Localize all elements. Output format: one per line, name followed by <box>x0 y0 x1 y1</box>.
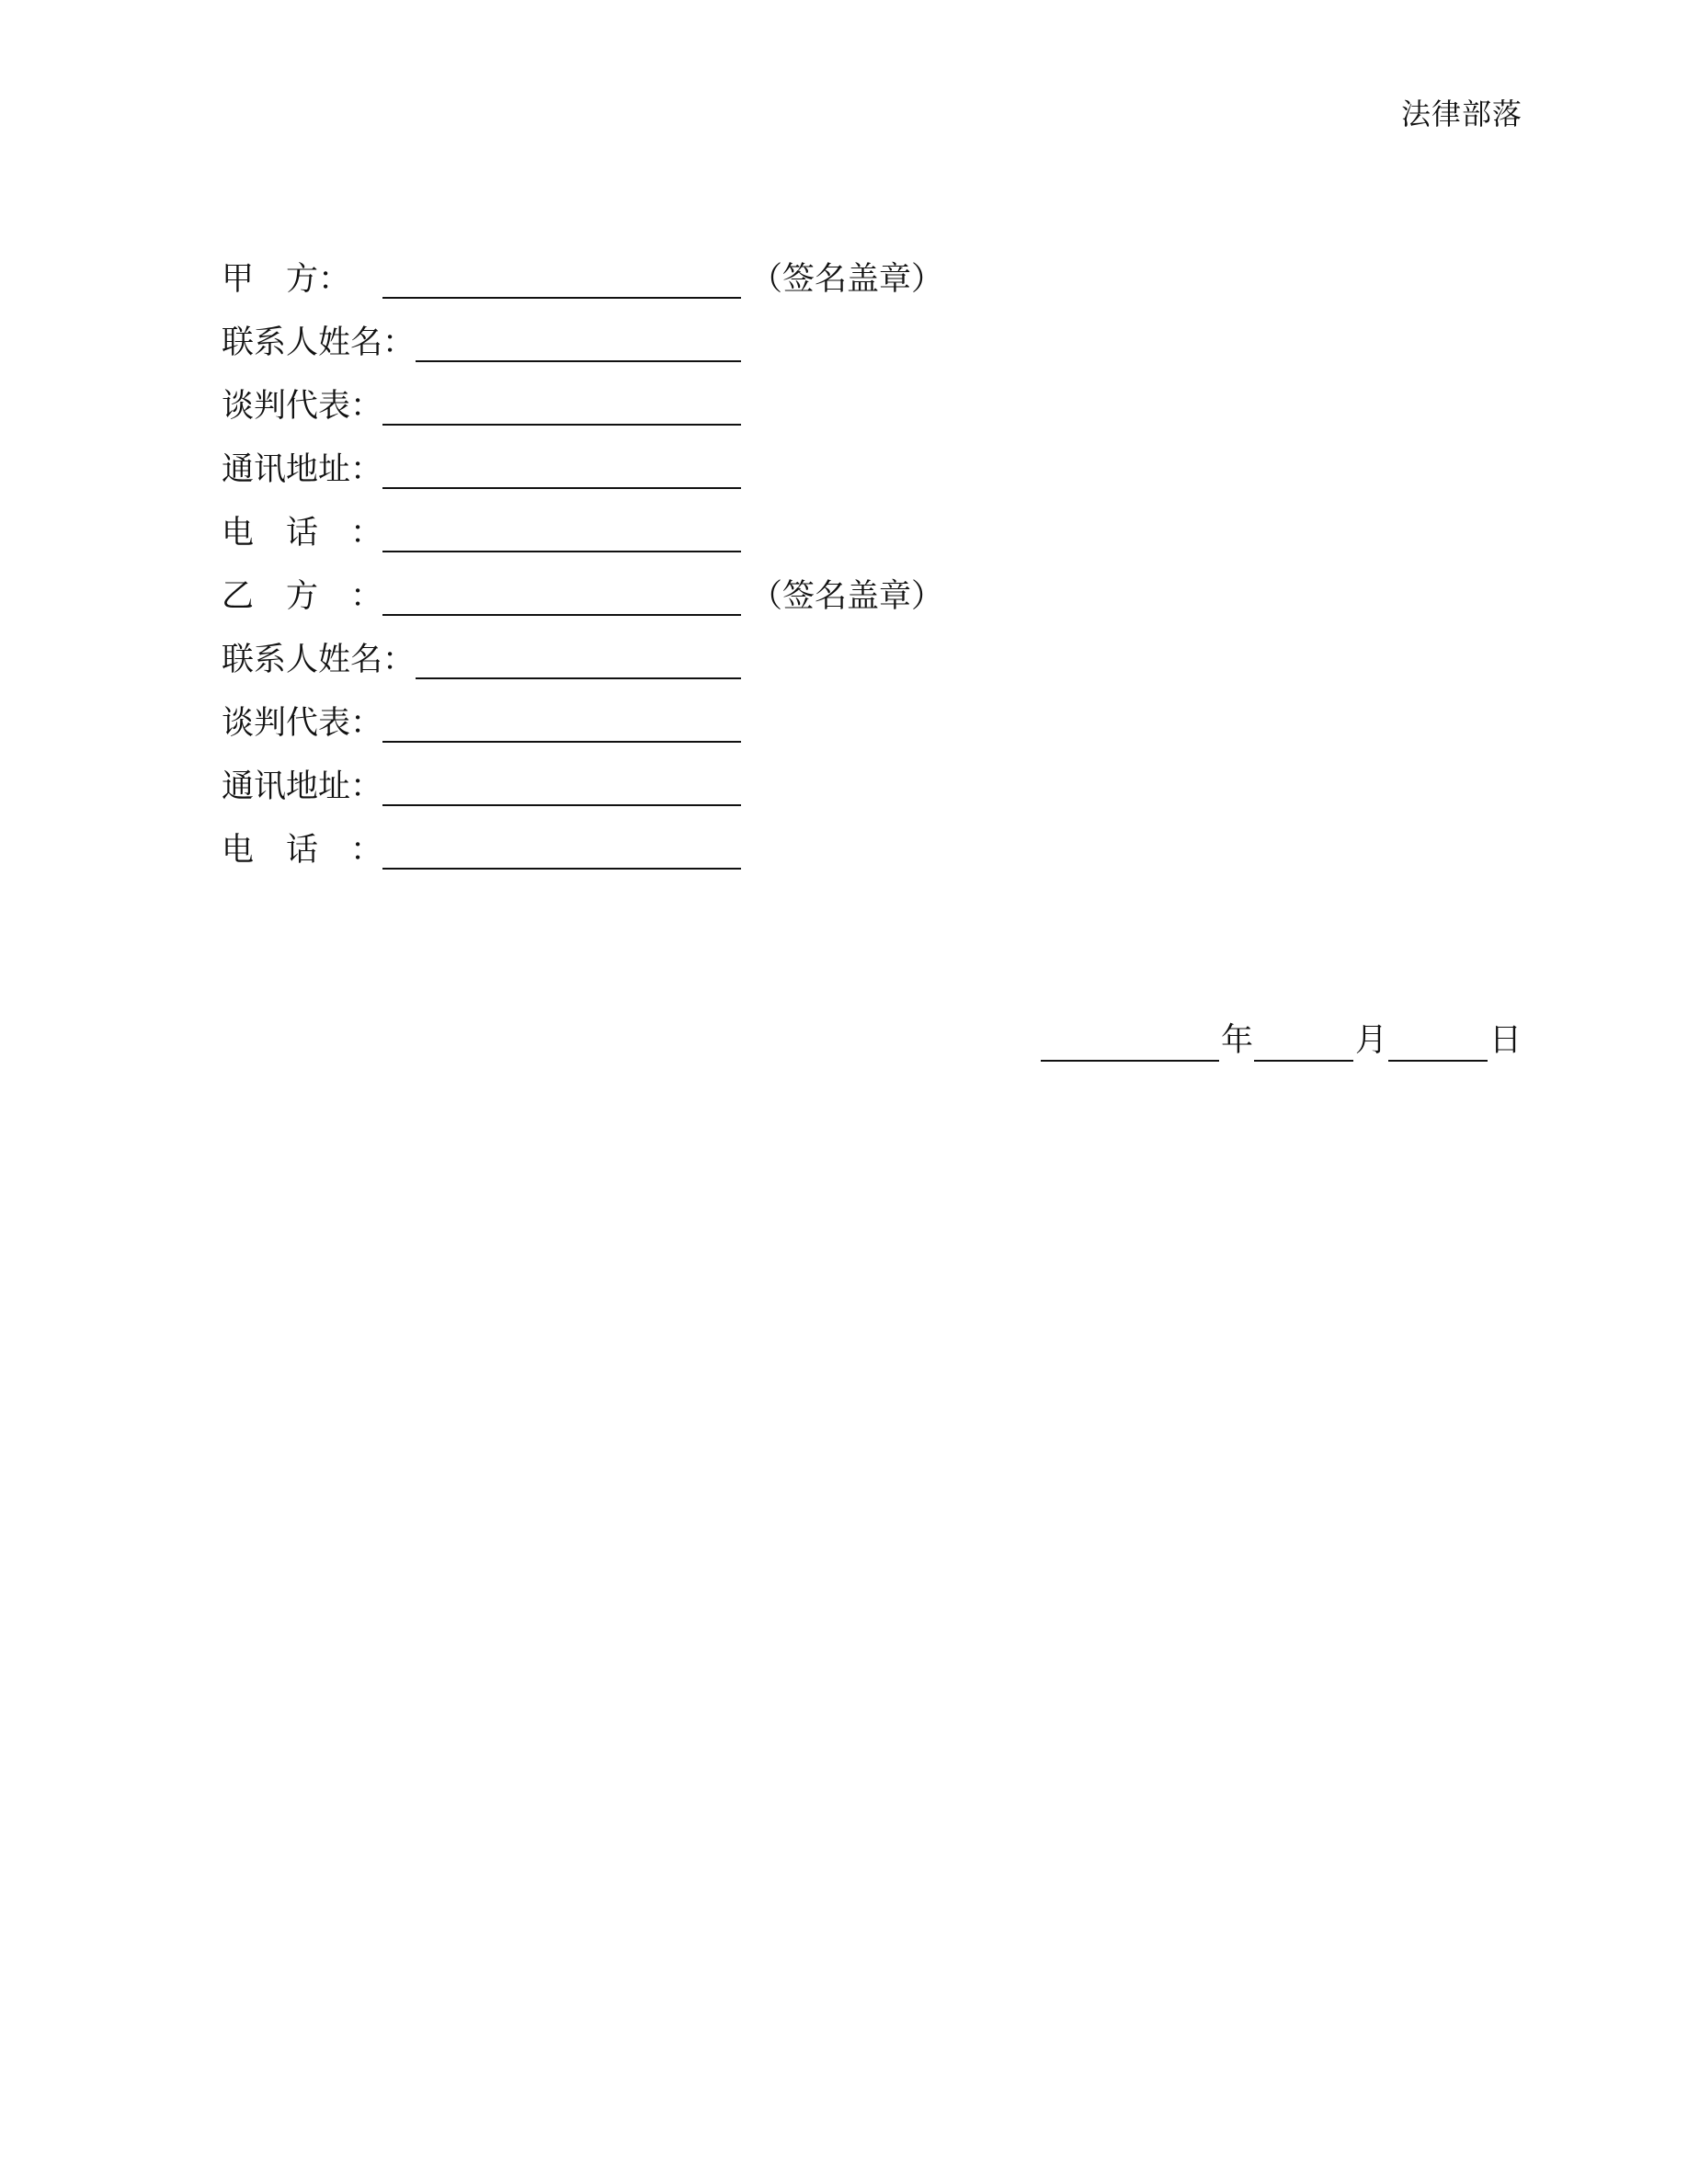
party-b-seal-note: （签名盖章） <box>750 578 944 615</box>
year-field[interactable] <box>1041 1060 1219 1062</box>
party-a-colon: ： <box>318 261 351 298</box>
party-b-phone-label <box>222 828 318 872</box>
year-label: 年 <box>1221 1022 1254 1059</box>
date-line <box>1041 1018 1523 1070</box>
party-b-contact-name-label: 联系人姓名 <box>222 642 383 678</box>
party-a-contact-colon: ： <box>382 324 416 361</box>
party-a-contact-name-label: 联系人姓名 <box>222 324 383 361</box>
party-a-label <box>222 257 318 301</box>
party-a-signature-field[interactable] <box>382 297 741 299</box>
party-a-phone-label <box>222 511 318 555</box>
month-field[interactable] <box>1254 1060 1353 1062</box>
party-b-colon: ： <box>350 578 383 615</box>
party-b-phone-label-char2: 话 <box>285 832 318 869</box>
month-label: 月 <box>1355 1022 1388 1059</box>
party-b-contact-colon: ： <box>382 642 416 678</box>
day-label: 日 <box>1489 1022 1523 1059</box>
party-a-label-char2: 方 <box>285 261 318 298</box>
party-b-phone-field[interactable] <box>382 868 741 870</box>
party-a-label-char1: 甲 <box>222 261 255 298</box>
party-b-negotiator-field[interactable] <box>382 741 741 743</box>
party-a-phone-label-char1: 电 <box>222 515 255 552</box>
party-b-label-char1: 乙 <box>222 578 255 615</box>
party-b-address-field[interactable] <box>382 804 741 806</box>
party-b-address-colon: ： <box>350 768 383 805</box>
party-b-contact-name-field[interactable] <box>416 677 741 679</box>
party-b-negotiator-label: 谈判代表 <box>222 705 351 742</box>
page-header-brand: 法律部落 <box>1400 97 1523 131</box>
party-a-address-colon: ： <box>350 451 383 488</box>
party-a-phone-field[interactable] <box>382 551 741 552</box>
day-field[interactable] <box>1388 1060 1488 1062</box>
party-a-address-field[interactable] <box>382 487 741 489</box>
party-b-signature-field[interactable] <box>382 614 741 616</box>
party-a-contact-name-field[interactable] <box>416 360 741 362</box>
party-b-phone-label-char1: 电 <box>222 832 255 869</box>
party-b-address-label: 通讯地址 <box>222 768 351 805</box>
party-b-negotiator-colon: ： <box>350 705 383 742</box>
party-b-phone-colon: ： <box>350 832 383 869</box>
party-a-negotiator-field[interactable] <box>382 424 741 426</box>
party-b-label-char2: 方 <box>285 578 318 615</box>
party-a-phone-colon: ： <box>350 515 383 552</box>
party-a-seal-note: （签名盖章） <box>750 261 944 298</box>
party-a-negotiator-colon: ： <box>350 388 383 425</box>
party-b-label <box>222 574 318 619</box>
party-a-negotiator-label: 谈判代表 <box>222 388 351 425</box>
party-a-address-label: 通讯地址 <box>222 451 351 488</box>
party-a-phone-label-char2: 话 <box>285 515 318 552</box>
